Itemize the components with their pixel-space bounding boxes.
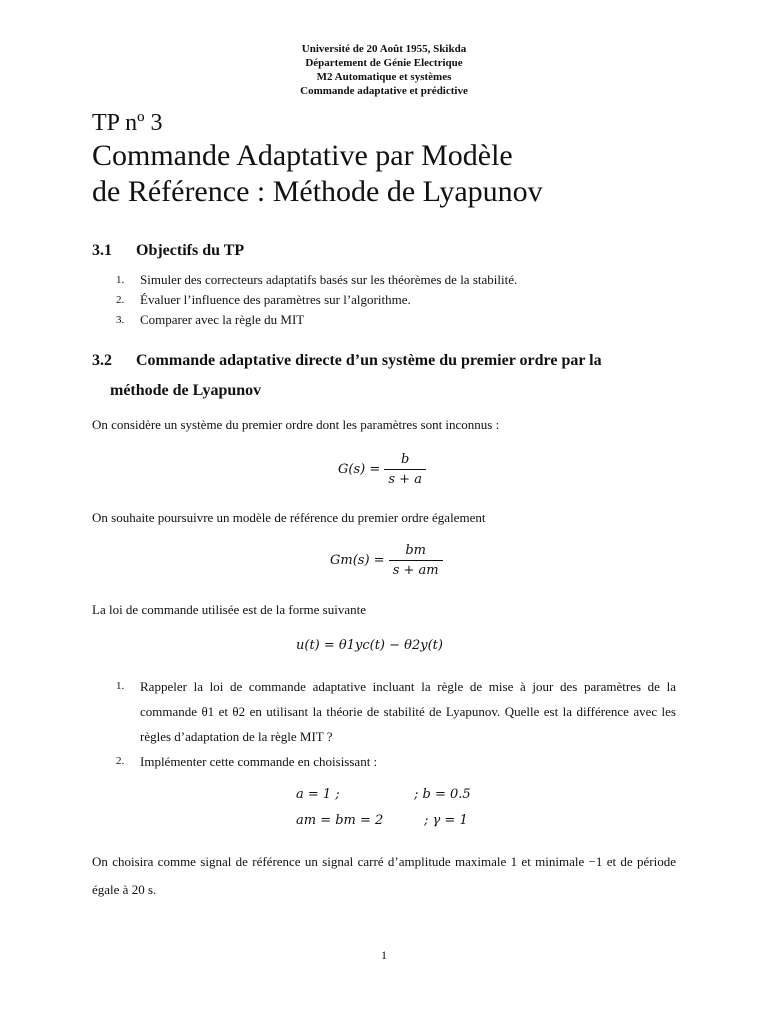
list-item-number: 3. bbox=[116, 314, 125, 326]
paragraph-control-law: La loi de commande utilisée est de la forme suivante bbox=[92, 602, 366, 617]
fraction bbox=[384, 452, 426, 487]
section-heading-lyapunov bbox=[92, 346, 682, 406]
list-item-text: Évaluer l’influence des paramètres sur l’algorithme. bbox=[140, 292, 411, 307]
fraction-denominator: s + a bbox=[384, 469, 426, 487]
header-university: Université de 20 Août 1955, Skikda bbox=[301, 43, 467, 55]
university-header bbox=[0, 42, 768, 98]
section-title: Objectifs du TP bbox=[136, 242, 245, 259]
section-heading-objectives bbox=[92, 242, 244, 260]
list-item-number: 1. bbox=[116, 274, 125, 286]
list-item bbox=[116, 674, 676, 749]
equation-model-transfer bbox=[330, 543, 443, 578]
equation-plant-transfer bbox=[338, 452, 426, 487]
fraction-denominator: s + am bbox=[389, 560, 443, 578]
param-plant-b: ; b = 0.5 bbox=[414, 787, 471, 802]
document-title bbox=[92, 138, 543, 210]
section-title-part-1: Commande adaptative directe d’un système du premier ordre par la bbox=[136, 352, 602, 369]
questions-list bbox=[116, 674, 676, 774]
list-item-text: Implémenter cette commande en choisissant : bbox=[140, 754, 378, 769]
param-plant-a: a = 1 ; bbox=[296, 787, 340, 802]
title-line-2: de Référence : Méthode de Lyapunov bbox=[92, 175, 543, 208]
fraction bbox=[389, 543, 443, 578]
list-item-text: Rappeler la loi de commande adaptative incluant la règle de mise à jour des paramètres de la commande θ1 et θ2 en utilisant la théorie de stabilité de Lyapunov. Quelle est la différence avec les règles d’adaptation de la règle MIT ? bbox=[140, 679, 676, 744]
equation-control-law: u(t) = θ1yc(t) − θ2y(t) bbox=[296, 638, 443, 653]
section-number: 3.2 bbox=[92, 352, 112, 369]
equation-lhs: Gm(s) = bbox=[330, 553, 385, 568]
list-item-number: 1. bbox=[116, 680, 125, 692]
title-line-1: Commande Adaptative par Modèle bbox=[92, 139, 513, 172]
list-item bbox=[116, 749, 676, 774]
list-item bbox=[116, 290, 517, 310]
paragraph-reference-signal: On choisira comme signal de référence un signal carré d’amplitude maximale 1 et minimale −1 et de période égale à 20 s. bbox=[92, 854, 676, 897]
list-item-number: 2. bbox=[116, 755, 125, 767]
header-department: Département de Génie Electrique bbox=[305, 57, 463, 69]
list-item-number: 2. bbox=[116, 294, 125, 306]
objectives-list bbox=[116, 270, 517, 330]
list-item-text: Comparer avec la règle du MIT bbox=[140, 312, 305, 327]
header-course: Commande adaptative et prédictive bbox=[300, 85, 468, 97]
list-item-text: Simuler des correcteurs adaptatifs basés sur les théorèmes de la stabilité. bbox=[140, 272, 518, 287]
param-gamma: ; γ = 1 bbox=[424, 813, 468, 828]
paragraph-system: On considère un système du premier ordre dont les paramètres sont inconnus : bbox=[92, 417, 500, 432]
fraction-numerator: bm bbox=[405, 543, 426, 558]
header-program: M2 Automatique et systèmes bbox=[316, 71, 452, 83]
section-title-part-2: méthode de Lyapunov bbox=[110, 382, 262, 399]
equation-lhs: G(s) = bbox=[338, 462, 381, 477]
paragraph-reference-model: On souhaite poursuivre un modèle de référence du premier ordre également bbox=[92, 510, 486, 525]
param-model: am = bm = 2 bbox=[296, 813, 384, 828]
page-number: 1 bbox=[381, 948, 387, 962]
list-item bbox=[116, 310, 517, 330]
section-number: 3.1 bbox=[92, 242, 112, 259]
list-item bbox=[116, 270, 517, 290]
fraction-numerator: b bbox=[401, 452, 410, 467]
tp-number: TP nº 3 bbox=[92, 110, 163, 136]
